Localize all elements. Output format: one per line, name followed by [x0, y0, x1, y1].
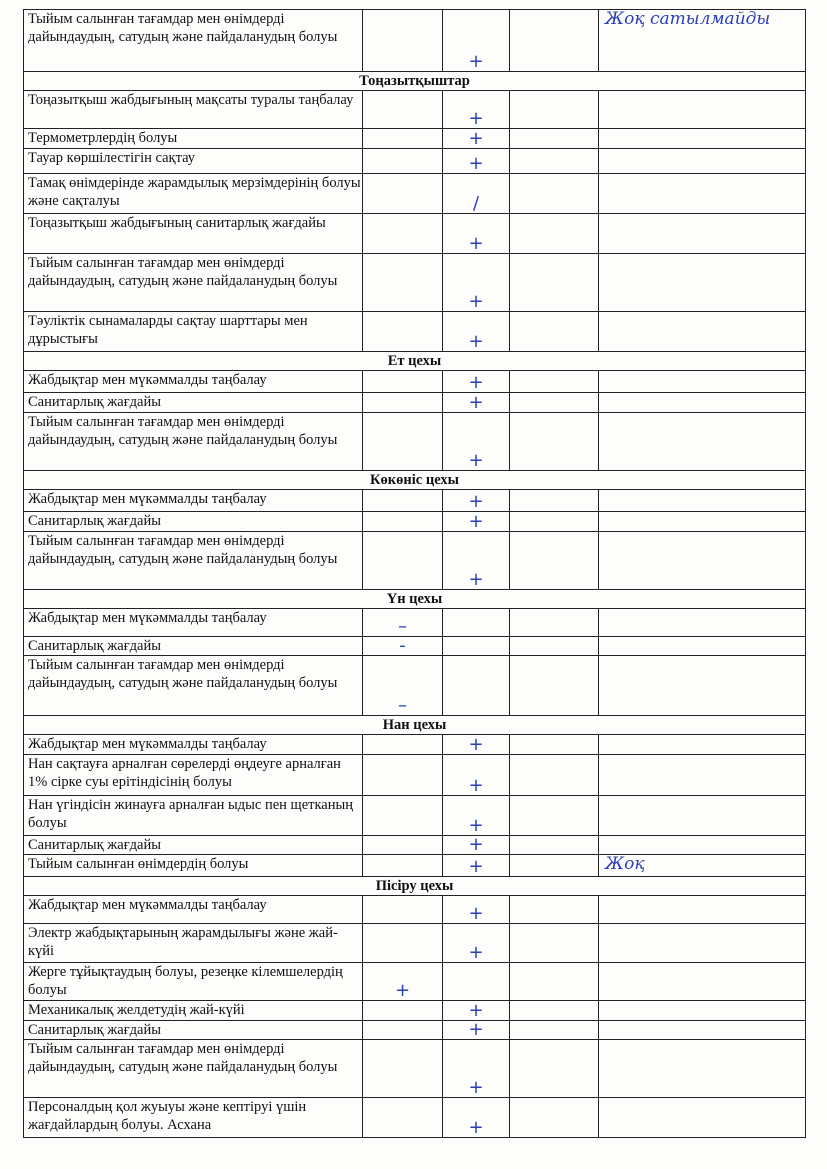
criterion-label: Тамақ өнімдерінде жарамдылық мерзімдерінің болуы және сақталуы	[24, 174, 363, 214]
handwritten-note	[599, 1040, 806, 1098]
handwritten-note	[599, 490, 806, 512]
handwritten-note	[599, 796, 806, 836]
handwritten-note	[599, 924, 806, 963]
section-title: Пісіру цехы	[24, 877, 806, 896]
mark-cell-c2	[363, 735, 443, 755]
mark-cell-c2	[363, 312, 443, 352]
mark-cell-c4	[510, 656, 599, 716]
criterion-label: Жерге тұйықтаудың болуы, резеңке кілемшелердің болуы	[24, 963, 363, 1001]
criterion-label: Тоңазытқыш жабдығының мақсаты туралы таңбалау	[24, 91, 363, 129]
section-header	[24, 877, 806, 896]
checklist-row	[24, 371, 806, 393]
checklist-row	[24, 1040, 806, 1098]
criterion-label: Механикалық желдетудің жай-күйі	[24, 1001, 363, 1021]
checklist-row	[24, 735, 806, 755]
handwritten-note	[599, 214, 806, 254]
checklist-row	[24, 312, 806, 352]
checklist-row	[24, 896, 806, 924]
section-title: Көкөніс цехы	[24, 471, 806, 490]
section-title: Нан цехы	[24, 716, 806, 735]
checklist-row	[24, 393, 806, 413]
mark-cell-c3: +	[443, 796, 510, 836]
checklist-row	[24, 963, 806, 1001]
criterion-label: Тәуліктік сынамаларды сақтау шарттары мен дұрыстығы	[24, 312, 363, 352]
mark-cell-c3	[443, 637, 510, 656]
checklist-row	[24, 413, 806, 471]
checklist-row	[24, 924, 806, 963]
criterion-label: Санитарлық жағдайы	[24, 836, 363, 855]
criterion-label: Санитарлық жағдайы	[24, 637, 363, 656]
mark-cell-c3: +	[443, 490, 510, 512]
checklist-row	[24, 512, 806, 532]
mark-cell-c4	[510, 1001, 599, 1021]
mark-cell-c2	[363, 413, 443, 471]
criterion-label: Тыйым салынған тағамдар мен өнімдерді дайындаудың, сатудың және пайдаланудың болуы	[24, 532, 363, 590]
mark-cell-c4	[510, 413, 599, 471]
criterion-label: Тыйым салынған тағамдар мен өнімдерді дайындаудың, сатудың және пайдаланудың болуы	[24, 656, 363, 716]
mark-cell-c3: +	[443, 735, 510, 755]
criterion-label: Тыйым салынған тағамдар мен өнімдерді дайындаудың, сатудың және пайдаланудың болуы	[24, 254, 363, 312]
checklist-row	[24, 214, 806, 254]
mark-cell-c2	[363, 1040, 443, 1098]
mark-cell-c2	[363, 532, 443, 590]
mark-cell-c2	[363, 512, 443, 532]
checklist-row	[24, 174, 806, 214]
mark-cell-c4	[510, 129, 599, 149]
mark-cell-c3: +	[443, 755, 510, 796]
mark-cell-c4	[510, 254, 599, 312]
checklist-body	[24, 10, 806, 1138]
mark-cell-c2	[363, 254, 443, 312]
mark-cell-c4	[510, 371, 599, 393]
handwritten-note	[599, 755, 806, 796]
criterion-label: Жабдықтар мен мүкәммалды таңбалау	[24, 371, 363, 393]
section-header	[24, 471, 806, 490]
handwritten-note	[599, 656, 806, 716]
mark-cell-c3: +	[443, 836, 510, 855]
mark-cell-c4	[510, 214, 599, 254]
criterion-label: Нан сақтауға арналған сөрелерді өңдеуге арналған 1% сірке суы ерітіндісінің болуы	[24, 755, 363, 796]
criterion-label: Санитарлық жағдайы	[24, 512, 363, 532]
mark-cell-c3	[443, 963, 510, 1001]
mark-cell-c3: +	[443, 214, 510, 254]
mark-cell-c3: +	[443, 312, 510, 352]
checklist-page	[23, 9, 805, 1138]
checklist-row	[24, 1001, 806, 1021]
mark-cell-c2	[363, 896, 443, 924]
mark-cell-c3: +	[443, 149, 510, 174]
criterion-label: Санитарлық жағдайы	[24, 1021, 363, 1040]
mark-cell-c2	[363, 393, 443, 413]
checklist-row	[24, 836, 806, 855]
handwritten-note	[599, 963, 806, 1001]
section-header	[24, 590, 806, 609]
mark-cell-c3: +	[443, 91, 510, 129]
criterion-label: Тауар көршілестігін сақтау	[24, 149, 363, 174]
mark-cell-c4	[510, 1098, 599, 1138]
mark-cell-c4	[510, 91, 599, 129]
criterion-label: Электр жабдықтарының жарамдылығы және жай-күйі	[24, 924, 363, 963]
criterion-label: Тыйым салынған тағамдар мен өнімдерді дайындаудың, сатудың және пайдаланудың болуы	[24, 1040, 363, 1098]
handwritten-note	[599, 896, 806, 924]
checklist-row	[24, 637, 806, 656]
handwritten-note	[599, 129, 806, 149]
criterion-label: Термометрлердің болуы	[24, 129, 363, 149]
mark-cell-c4	[510, 855, 599, 877]
mark-cell-c3: +	[443, 371, 510, 393]
mark-cell-c3: +	[443, 1040, 510, 1098]
handwritten-note	[599, 393, 806, 413]
checklist-row	[24, 91, 806, 129]
handwritten-note	[599, 174, 806, 214]
mark-cell-c2	[363, 855, 443, 877]
section-title: Үн цехы	[24, 590, 806, 609]
mark-cell-c2	[363, 924, 443, 963]
handwritten-note	[599, 609, 806, 637]
criterion-label: Жабдықтар мен мүкәммалды таңбалау	[24, 735, 363, 755]
mark-cell-c2	[363, 129, 443, 149]
mark-cell-c3: +	[443, 129, 510, 149]
mark-cell-c4	[510, 735, 599, 755]
mark-cell-c4	[510, 10, 599, 72]
section-header	[24, 352, 806, 371]
mark-cell-c2	[363, 149, 443, 174]
criterion-label: Тыйым салынған өнімдердің болуы	[24, 855, 363, 877]
mark-cell-c2	[363, 371, 443, 393]
mark-cell-c3: +	[443, 512, 510, 532]
mark-cell-c4	[510, 393, 599, 413]
handwritten-note	[599, 1001, 806, 1021]
mark-cell-c4	[510, 149, 599, 174]
handwritten-note	[599, 149, 806, 174]
mark-cell-c2: –	[363, 656, 443, 716]
mark-cell-c2	[363, 214, 443, 254]
checklist-row	[24, 755, 806, 796]
mark-cell-c3: +	[443, 254, 510, 312]
mark-cell-c3: +	[443, 393, 510, 413]
mark-cell-c4	[510, 1021, 599, 1040]
checklist-row	[24, 10, 806, 72]
section-title: Тоңазытқыштар	[24, 72, 806, 91]
mark-cell-c2	[363, 490, 443, 512]
handwritten-note	[599, 836, 806, 855]
handwritten-note	[599, 91, 806, 129]
mark-cell-c4	[510, 896, 599, 924]
mark-cell-c4	[510, 174, 599, 214]
checklist-row	[24, 129, 806, 149]
handwritten-note	[599, 371, 806, 393]
handwritten-note: Жоқ	[599, 855, 806, 877]
checklist-row	[24, 490, 806, 512]
checklist-row	[24, 609, 806, 637]
mark-cell-c3: +	[443, 924, 510, 963]
checklist-row	[24, 855, 806, 877]
checklist-row	[24, 149, 806, 174]
mark-cell-c3	[443, 656, 510, 716]
mark-cell-c4	[510, 609, 599, 637]
mark-cell-c4	[510, 1040, 599, 1098]
criterion-label: Тыйым салынған тағамдар мен өнімдерді дайындаудың, сатудың және пайдаланудың болуы	[24, 10, 363, 72]
criterion-label: Жабдықтар мен мүкәммалды таңбалау	[24, 490, 363, 512]
mark-cell-c4	[510, 312, 599, 352]
mark-cell-c3: +	[443, 10, 510, 72]
checklist-row	[24, 1098, 806, 1138]
section-header	[24, 716, 806, 735]
section-title: Ет цехы	[24, 352, 806, 371]
mark-cell-c2	[363, 1021, 443, 1040]
mark-cell-c2: -	[363, 637, 443, 656]
checklist-row	[24, 796, 806, 836]
mark-cell-c4	[510, 532, 599, 590]
mark-cell-c3: +	[443, 1098, 510, 1138]
mark-cell-c2: –	[363, 609, 443, 637]
checklist-row	[24, 1021, 806, 1040]
section-header	[24, 72, 806, 91]
checklist-row	[24, 656, 806, 716]
criterion-label: Санитарлық жағдайы	[24, 393, 363, 413]
criterion-label: Нан үгіндісін жинауға арналған ыдыс пен щетканың болуы	[24, 796, 363, 836]
mark-cell-c2	[363, 755, 443, 796]
mark-cell-c3: +	[443, 1001, 510, 1021]
mark-cell-c2	[363, 1098, 443, 1138]
handwritten-note	[599, 637, 806, 656]
mark-cell-c2	[363, 796, 443, 836]
handwritten-note	[599, 512, 806, 532]
handwritten-note	[599, 735, 806, 755]
checklist-row	[24, 254, 806, 312]
handwritten-note	[599, 413, 806, 471]
mark-cell-c3: +	[443, 413, 510, 471]
checklist-table	[23, 9, 806, 1138]
mark-cell-c4	[510, 512, 599, 532]
criterion-label: Тоңазытқыш жабдығының санитарлық жағдайы	[24, 214, 363, 254]
mark-cell-c2	[363, 91, 443, 129]
mark-cell-c2	[363, 836, 443, 855]
mark-cell-c3: +	[443, 896, 510, 924]
mark-cell-c4	[510, 836, 599, 855]
handwritten-note	[599, 312, 806, 352]
criterion-label: Тыйым салынған тағамдар мен өнімдерді дайындаудың, сатудың және пайдаланудың болуы	[24, 413, 363, 471]
mark-cell-c4	[510, 490, 599, 512]
handwritten-note	[599, 1098, 806, 1138]
mark-cell-c4	[510, 755, 599, 796]
mark-cell-c2	[363, 174, 443, 214]
mark-cell-c3: /	[443, 174, 510, 214]
criterion-label: Персоналдың қол жуыуы және кептіруі үшін жағдайлардың болуы. Асхана	[24, 1098, 363, 1138]
handwritten-note	[599, 1021, 806, 1040]
mark-cell-c4	[510, 963, 599, 1001]
mark-cell-c4	[510, 796, 599, 836]
mark-cell-c3: +	[443, 855, 510, 877]
mark-cell-c3	[443, 609, 510, 637]
checklist-row	[24, 532, 806, 590]
mark-cell-c3: +	[443, 532, 510, 590]
handwritten-note	[599, 254, 806, 312]
mark-cell-c4	[510, 924, 599, 963]
mark-cell-c2: +	[363, 963, 443, 1001]
mark-cell-c2	[363, 1001, 443, 1021]
mark-cell-c3: +	[443, 1021, 510, 1040]
handwritten-note: Жоқ сатылмайды	[599, 10, 806, 72]
criterion-label: Жабдықтар мен мүкәммалды таңбалау	[24, 609, 363, 637]
criterion-label: Жабдықтар мен мүкәммалды таңбалау	[24, 896, 363, 924]
mark-cell-c2	[363, 10, 443, 72]
mark-cell-c4	[510, 637, 599, 656]
handwritten-note	[599, 532, 806, 590]
